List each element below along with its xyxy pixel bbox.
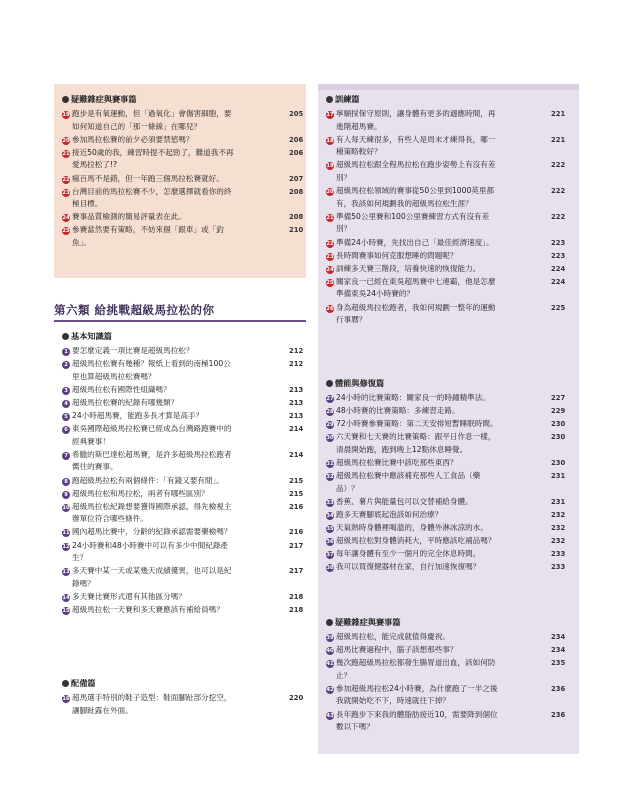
toc-entry-line	[62, 488, 283, 501]
toc-entry[interactable]	[326, 548, 545, 561]
toc-entry[interactable]	[62, 384, 283, 397]
right-top-strip	[318, 84, 579, 90]
entry-text: 超級馬拉松領域的賽事從50公里到1000英里都	[336, 186, 495, 196]
page-number: 221	[551, 110, 566, 118]
entry-number-badge: 1	[62, 348, 70, 356]
toc-entry-line: 止？	[336, 670, 352, 680]
toc-entry[interactable]	[326, 657, 545, 682]
toc-entry[interactable]	[326, 561, 545, 574]
entry-number-badge: 23	[326, 253, 334, 260]
toc-entry[interactable]	[326, 250, 545, 263]
entry-number-badge: 2	[62, 361, 70, 369]
entry-number-badge: 37	[326, 552, 334, 559]
page-number: 224	[551, 264, 566, 273]
page-number: 235	[551, 659, 566, 668]
bullet-icon	[62, 680, 69, 687]
entry-text: 超級馬拉松有國際性組織嗎？	[72, 384, 171, 394]
toc-entry-line: 進階超馬賽。	[336, 121, 382, 131]
entry-text: 有人每天練很多，有些人是周末才練得長，哪一	[336, 134, 496, 144]
toc-entry[interactable]	[326, 392, 545, 405]
toc-entry[interactable]	[62, 501, 283, 526]
page-number: 220	[289, 694, 304, 702]
toc-entry[interactable]	[62, 134, 283, 147]
page-number: 208	[289, 213, 304, 222]
entry-number-badge: 13	[62, 569, 70, 576]
entry-number-badge: 29	[326, 422, 334, 429]
page-number: 218	[289, 592, 304, 601]
page-number: 230	[551, 459, 566, 467]
entry-text: 天氣熱時身體裡喝溫的，身體外淋冰涼的水。	[336, 523, 488, 532]
toc-entry-line	[326, 263, 545, 276]
toc-entry[interactable]	[326, 431, 545, 456]
section-heading-text: 基本知識篇	[71, 331, 112, 341]
toc-entry-line: 數以下嗎？	[336, 722, 374, 732]
entry-text: 身為超級馬拉松跑者，我如何規劃一整年的運動	[336, 302, 496, 312]
toc-entry-line	[326, 470, 545, 483]
entry-number-badge: 20	[62, 137, 70, 144]
page-number: 218	[289, 606, 304, 614]
toc-entry-line	[326, 405, 545, 418]
toc-entry-line	[326, 457, 545, 470]
bullet-icon	[62, 96, 69, 103]
toc-entry-line: 行事曆？	[336, 315, 367, 324]
toc-entry[interactable]	[326, 185, 545, 210]
entry-number-badge: 9	[62, 491, 70, 499]
entry-number-badge: 5	[62, 413, 70, 421]
page-number: 234	[551, 633, 566, 641]
entry-text: 超級馬拉松賽比賽中該吃那些東西？	[336, 458, 458, 467]
toc-entry-line	[326, 535, 545, 548]
toc-entry[interactable]	[62, 540, 283, 565]
entry-number-badge: 36	[326, 539, 334, 546]
section-heading-text: 配備篇	[71, 678, 96, 688]
page-number: 208	[289, 187, 304, 196]
entry-number-badge: 17	[326, 112, 334, 118]
toc-entry[interactable]	[326, 644, 545, 657]
entry-number-badge: 39	[326, 635, 334, 641]
toc-entry-line	[326, 548, 545, 561]
toc-entry-line: 極目標。	[72, 199, 103, 209]
toc-entry-line	[326, 644, 545, 657]
entry-number-badge: 35	[326, 526, 334, 532]
toc-entry-line	[326, 657, 545, 670]
body-heading	[326, 378, 384, 389]
entry-text: 參加超級馬拉松24小時賽，為什麼跑了一半之後	[336, 683, 498, 693]
entry-number-badge: 30	[326, 435, 334, 442]
toc-entry-line	[326, 392, 545, 405]
entry-text: 超級馬拉松賽的紀錄有哪幾類？	[72, 397, 179, 407]
toc-entry-line: 辦單位符合哪些條件。	[72, 514, 148, 524]
toc-entry-line: 別？	[336, 172, 352, 182]
entry-text: 希臘的斯巴達松超馬賽，是許多超級馬拉松跑者	[72, 449, 232, 459]
entry-number-badge: 40	[326, 648, 334, 655]
entry-text: 超級馬拉松紀錄想要獲得國際承認，得先檢視主	[72, 501, 232, 511]
entry-number-badge: 23	[62, 189, 70, 196]
toc-entry-line	[62, 501, 283, 514]
bullet-icon	[62, 333, 69, 340]
left_top-heading	[62, 94, 137, 105]
toc-entry[interactable]	[62, 475, 283, 488]
toc-entry-line: 種策略較好？	[336, 147, 382, 157]
entry-text: 賽事品質檢測的簡易評量表在此。	[72, 212, 186, 222]
toc-entry-line	[326, 683, 545, 696]
toc-entry-line: 里也算超級馬拉松賽嗎？	[72, 371, 156, 381]
toc-entry-line: 準備東吳24小時賽的？	[336, 289, 415, 299]
page-number: 213	[289, 385, 304, 394]
toc-entry-line	[62, 345, 283, 358]
toc-entry[interactable]	[62, 397, 283, 410]
entry-text: 超馬比賽過程中，腦子該想那些事？	[336, 645, 458, 655]
toc-entry-line	[62, 186, 283, 199]
page-number: 205	[289, 110, 304, 118]
toc-entry-line	[62, 692, 283, 705]
toc-entry-line	[62, 108, 283, 121]
entry-number-badge: 16	[62, 696, 70, 702]
toc-entry[interactable]	[62, 173, 283, 186]
toc-entry[interactable]	[326, 535, 545, 548]
entry-text: 台灣目前的馬拉松賽不少，怎麼選擇就看你的終	[72, 186, 232, 196]
toc-entry-line	[62, 591, 283, 604]
toc-entry-line	[326, 631, 545, 644]
page-number: 232	[551, 510, 566, 519]
page-number: 214	[289, 450, 304, 459]
page-number: 221	[551, 135, 566, 144]
toc-entry-line	[62, 410, 283, 423]
entry-number-badge: 14	[62, 594, 70, 601]
entry-number-badge: 10	[62, 504, 70, 511]
entry-number-badge: 43	[326, 712, 334, 719]
toc-entry[interactable]	[326, 159, 545, 184]
toc-entry-line: 有，我該如何規劃我的超級馬拉松生涯？	[336, 198, 473, 208]
entry-number-badge: 24	[326, 266, 334, 273]
page-number: 225	[551, 303, 566, 312]
toc-entry-line	[62, 224, 283, 237]
page-number: 227	[551, 394, 566, 402]
toc-entry-line: 嚮往的賽事。	[72, 462, 118, 472]
toc-entry-line: 讓腳趾露在外面。	[72, 705, 133, 715]
entry-text: 東吳國際超級馬拉松賽已經成為台灣路跑賽中的	[72, 424, 232, 434]
page-number: 212	[289, 347, 304, 355]
page-number: 223	[551, 238, 566, 247]
toc-entry[interactable]	[326, 237, 545, 250]
entry-text: 關家良一已經在東吳超馬賽中七連霸，他是怎麼	[336, 276, 496, 286]
entry-number-badge: 12	[62, 543, 70, 550]
toc-entry-line	[326, 522, 545, 535]
toc-entry-line	[62, 384, 283, 397]
bullet-icon	[326, 96, 333, 103]
toc-entry[interactable]	[326, 683, 545, 708]
entry-number-badge: 25	[326, 279, 334, 286]
toc-entry-line	[62, 526, 283, 539]
entry-number-badge: 41	[326, 661, 334, 668]
entry-text: 24小時超馬賽，能跑多長才算是高手？	[72, 411, 204, 420]
entry-text: 訓練多天賽三階段，培養快速的恢復能力。	[336, 263, 481, 273]
page-number: 206	[289, 135, 304, 144]
entry-number-badge: 6	[62, 426, 70, 434]
page-number: 213	[289, 412, 304, 420]
entry-number-badge: 42	[326, 686, 334, 693]
entry-number-badge: 26	[326, 305, 334, 312]
page-number: 236	[551, 684, 566, 693]
basic-heading	[62, 331, 112, 342]
entry-number-badge: 22	[326, 240, 334, 247]
entry-text: 國內超馬比賽中，分齡的紀錄承認需要藥檢嗎？	[72, 527, 232, 537]
entry-text: 超級馬拉松一天賽和多天賽應該有補給員嗎？	[72, 605, 224, 614]
toc-entry[interactable]	[62, 604, 283, 617]
entry-text: 超級馬拉松賽中應該補充那些人工食品（藥	[336, 471, 481, 481]
toc-entry[interactable]	[326, 302, 545, 327]
entry-text: 72小時賽參賽策略：第二天安排短暫睡眠時間。	[336, 419, 498, 429]
entry-text: 接近50歲的我，練習時提不起勁了，難道我不再	[72, 147, 234, 157]
toc-entry-line	[326, 509, 545, 522]
bullet-icon	[326, 619, 333, 626]
category-heading: 第六類 給挑戰超級馬拉松的你	[54, 300, 306, 322]
toc-entry[interactable]	[326, 263, 545, 276]
toc-entry-line	[62, 211, 283, 224]
page-number: 212	[289, 360, 304, 369]
toc-entry-line	[62, 147, 283, 160]
toc-entry[interactable]	[62, 591, 283, 604]
toc-entry-line	[62, 475, 283, 488]
page-number: 215	[289, 489, 304, 498]
toc-entry-line	[326, 709, 545, 722]
entry-text: 超級馬拉松賽有幾種？報紙上看到的南極100公	[72, 359, 231, 369]
entry-text: 超級馬拉松對身體消耗大，平時應該吃補品嗎？	[336, 536, 496, 546]
entry-text: 多天賽中某一天或某幾天成績優異，也可以是紀	[72, 566, 232, 576]
page-number: 217	[289, 567, 304, 576]
page-number: 216	[289, 528, 304, 537]
toc-entry-line	[62, 173, 283, 186]
toc-entry[interactable]	[62, 488, 283, 501]
toc-entry-line	[326, 561, 545, 574]
toc-entry-line: 錄嗎？	[72, 578, 95, 588]
toc-entry-line	[326, 237, 545, 250]
entry-number-badge: 21	[326, 214, 334, 221]
toc-entry[interactable]	[62, 449, 283, 474]
page-number: 216	[289, 502, 304, 511]
entry-number-badge: 24	[62, 215, 70, 222]
entry-number-badge: 4	[62, 400, 70, 408]
toc-entry[interactable]	[62, 423, 283, 448]
entry-text: 多天賽比賽形式還有其他區分嗎？	[72, 591, 186, 601]
toc-entry-line: 經典賽事！	[72, 436, 110, 446]
toc-entry-line	[326, 302, 545, 315]
entry-number-badge: 31	[326, 461, 334, 467]
entry-number-badge: 8	[62, 478, 70, 486]
entry-text: 24小時的比賽策略：關家良一的時鐘精準法。	[336, 393, 490, 402]
entry-text: 跑步是有氧運動，但「過氧化」會傷害細胞，要	[72, 109, 232, 118]
page-number: 229	[551, 407, 566, 416]
entry-text: 我可以買復健器材在家，自行加速恢復嗎？	[336, 562, 481, 572]
page-number: 233	[551, 563, 566, 572]
training-heading	[326, 94, 360, 105]
entry-number-badge: 38	[326, 565, 334, 572]
toc-entry-line	[326, 159, 545, 172]
toc-entry-line	[62, 540, 283, 553]
entry-number-badge: 27	[326, 396, 334, 402]
entry-number-badge: 11	[62, 530, 70, 537]
toc-entry-line	[326, 496, 545, 509]
toc-entry-line	[326, 250, 545, 263]
page-number: 214	[289, 425, 304, 434]
toc-entry[interactable]	[62, 410, 283, 423]
entry-text: 香蕉、薯片與能量包可以交替補給身體。	[336, 496, 473, 506]
section-heading-text: 疑難雜症與賽事篇	[71, 94, 137, 104]
page-number: 217	[289, 541, 304, 550]
page-number: 224	[551, 277, 566, 286]
entry-text: 超馬選手特別的鞋子造型：鞋面腳趾部分挖空，	[72, 693, 232, 702]
toc-entry-line	[62, 134, 283, 147]
entry-number-badge: 21	[62, 150, 70, 157]
toc-entry-line: 愛馬拉松了!?	[72, 160, 118, 170]
toc-entry-line	[326, 418, 545, 431]
toc-entry-line	[62, 565, 283, 578]
entry-number-badge: 32	[326, 474, 334, 481]
page-number: 222	[551, 187, 566, 196]
entry-number-badge: 15	[62, 608, 70, 614]
page-number: 233	[551, 550, 566, 559]
toc-entry-line	[326, 108, 545, 121]
section-heading-text: 訓練篇	[335, 94, 360, 104]
toc-entry[interactable]	[62, 186, 283, 211]
page-number: 232	[551, 524, 566, 532]
page-number: 213	[289, 398, 304, 407]
entry-text: 瘋百馬不是錯，但一年跑三個馬拉松賽就好。	[72, 173, 224, 183]
toc-entry[interactable]	[326, 211, 545, 236]
toc-entry[interactable]	[326, 522, 545, 535]
entry-text: 長時間賽事如何克服想睡的問題呢？	[336, 250, 458, 260]
entry-number-badge: 33	[326, 499, 334, 506]
page-number: 222	[551, 212, 566, 221]
page-number: 215	[289, 476, 304, 485]
entry-text: 超級馬拉松和馬拉松，兩者有哪些區別？	[72, 488, 209, 498]
page-number: 231	[551, 472, 566, 481]
entry-text: 六天賽和七天賽的比賽策略：跟平日作息一樣，	[336, 432, 496, 442]
toc-entry[interactable]	[62, 147, 283, 172]
toc-entry[interactable]	[326, 418, 545, 431]
toc-entry-line	[326, 211, 545, 224]
page-number: 234	[551, 646, 566, 655]
misc-heading	[326, 617, 401, 628]
toc-entry-line: 魚」。	[72, 237, 91, 247]
toc-entry[interactable]	[62, 692, 283, 717]
page-number: 222	[551, 161, 566, 170]
entry-text: 準備50公里賽和100公里賽練習方式有沒有差	[336, 211, 490, 221]
toc-entry-line	[326, 185, 545, 198]
page-number: 223	[551, 251, 566, 260]
toc-entry-line	[326, 276, 545, 289]
entry-text: 24小時賽和48小時賽中可以有多少中間紀錄產	[72, 540, 229, 550]
toc-entry[interactable]	[326, 457, 545, 470]
entry-text: 跑多天賽腳底起泡該如何治療？	[336, 509, 443, 519]
toc-entry-line	[62, 423, 283, 436]
page-number: 232	[551, 537, 566, 546]
toc-entry-line	[62, 358, 283, 371]
entry-number-badge: 34	[326, 512, 334, 519]
page-number: 231	[551, 497, 566, 506]
toc-entry[interactable]	[326, 509, 545, 522]
toc-entry[interactable]	[326, 709, 545, 734]
entry-number-badge: 19	[62, 112, 70, 118]
toc-entry[interactable]	[62, 358, 283, 383]
entry-number-badge: 7	[62, 452, 70, 460]
toc-entry[interactable]	[62, 211, 283, 224]
toc-entry[interactable]	[326, 470, 545, 495]
toc-entry[interactable]	[62, 224, 283, 249]
toc-entry-line	[326, 134, 545, 147]
toc-entry[interactable]	[326, 405, 545, 418]
toc-entry-line	[62, 604, 283, 617]
toc-entry[interactable]	[62, 108, 283, 133]
page-number: 206	[289, 148, 304, 157]
page-number: 236	[551, 710, 566, 719]
entry-text: 48小時賽的比賽策略：多練習走路。	[336, 406, 460, 416]
toc-entry[interactable]	[326, 134, 545, 159]
section-heading-text: 體能與修復篇	[335, 378, 385, 388]
page-number: 230	[551, 433, 566, 442]
toc-entry-line	[62, 449, 283, 462]
toc-entry-line: 我就開始吃不下，時速就往下掉？	[336, 696, 450, 706]
entry-text: 超級馬拉松，能完成就值得慶祝。	[336, 632, 450, 641]
page-number: 207	[289, 174, 304, 183]
entry-text: 準備24小時賽，先找出自己「最佳經濟速度」。	[336, 237, 494, 247]
toc-entry[interactable]	[326, 496, 545, 509]
toc-entry[interactable]	[326, 631, 545, 644]
entry-text: 每年讓身體有至少一個月的完全休息時間。	[336, 549, 481, 559]
toc-entry-line	[326, 431, 545, 444]
entry-number-badge: 22	[62, 176, 70, 183]
toc-entry-line: 品）？	[336, 483, 359, 493]
toc-entry[interactable]	[62, 345, 283, 358]
page-number: 210	[289, 226, 304, 235]
section-heading-text: 疑難雜症與賽事篇	[335, 617, 401, 627]
entry-number-badge: 28	[326, 409, 334, 416]
entry-text: 超級馬拉松跟全程馬拉松在跑步姿勢上有沒有差	[336, 160, 496, 170]
entry-text: 幾次跑超級馬拉松都發生腸胃道出血，該如何防	[336, 658, 496, 668]
entry-number-badge: 19	[326, 163, 334, 170]
toc-entry[interactable]	[62, 565, 283, 590]
toc-entry[interactable]	[326, 108, 545, 133]
toc-entry-line: 清晨開始跑，跑到晚上12點休息睡覺。	[336, 444, 468, 454]
entry-text: 參加馬拉松賽的前夕必須要禁慾嗎？	[72, 134, 194, 144]
entry-text: 長年跑步下來我的體脂肪接近10，需要降到個位	[336, 709, 498, 719]
toc-entry-line: 生？	[72, 553, 88, 562]
entry-number-badge: 25	[62, 228, 70, 235]
toc-entry-line	[62, 397, 283, 410]
entry-number-badge: 3	[62, 387, 70, 395]
entry-number-badge: 20	[326, 189, 334, 196]
toc-entry[interactable]	[62, 526, 283, 539]
toc-entry-line: 別？	[336, 224, 352, 234]
bullet-icon	[326, 380, 333, 387]
entry-text: 寧願採保守原則，讓身體有更多的適應時間，再	[336, 109, 496, 118]
entry-number-badge: 18	[326, 137, 334, 144]
toc-entry-line: 如何知道自己的「那一條線」在哪兒？	[72, 121, 202, 131]
gear-heading	[62, 678, 96, 689]
entry-text: 跑超級馬拉松有兩個條件：「有錢又要有閒」。	[72, 475, 224, 485]
entry-text: 參賽當然要有策略，不妨來個「跟車」或「釣	[72, 225, 224, 235]
entry-text: 要怎麼定義一項比賽是超級馬拉松？	[72, 346, 194, 355]
toc-entry[interactable]	[326, 276, 545, 301]
page-number: 230	[551, 420, 566, 429]
